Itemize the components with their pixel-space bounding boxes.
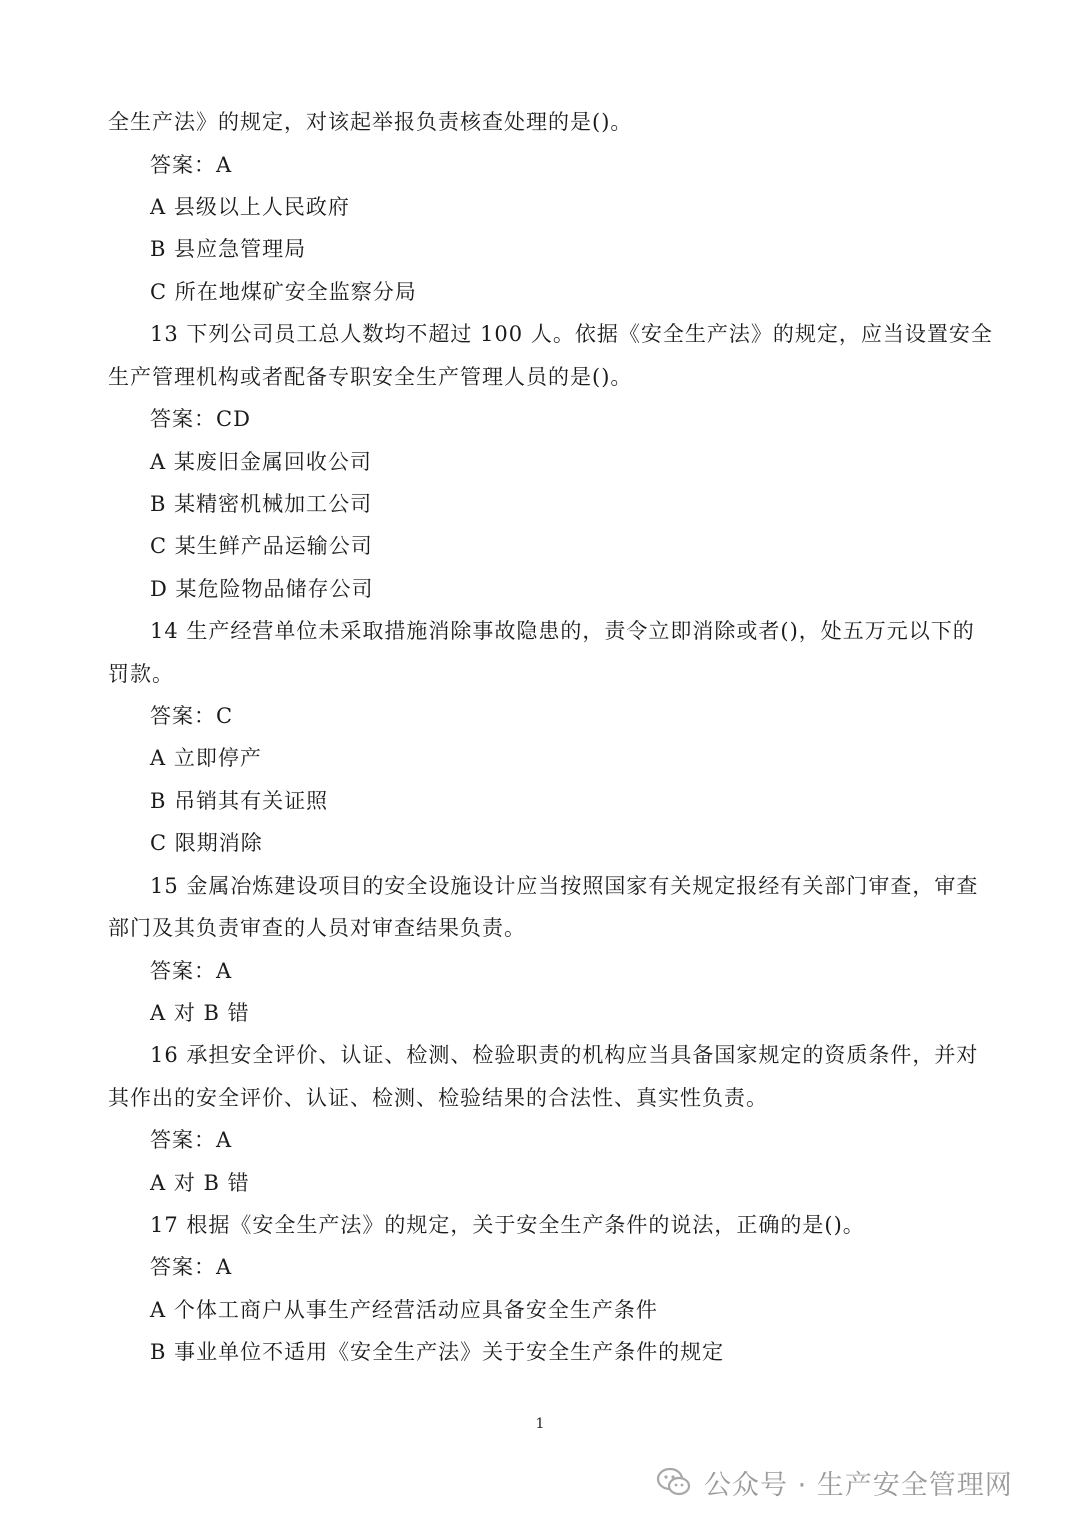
answer-14: 答案：C [150, 704, 234, 728]
question-14-line-1: 14 生产经营单位未采取措施消除事故隐患的，责令立即消除或者()，处五万元以下的 [150, 619, 975, 643]
option-17-b: B 事业单位不适用《安全生产法》关于安全生产条件的规定 [150, 1340, 725, 1364]
options-16: A 对 B 错 [150, 1171, 250, 1195]
question-16-line-2: 其作出的安全评价、认证、检测、检验结果的合法性、真实性负责。 [108, 1086, 768, 1110]
question-14-line-2: 罚款。 [108, 662, 174, 686]
question-15-line-2: 部门及其负责审查的人员对审查结果负责。 [108, 916, 526, 940]
question-13-line-2: 生产管理机构或者配备专职安全生产管理人员的是()。 [108, 365, 633, 389]
options-15: A 对 B 错 [150, 1001, 250, 1025]
option-14-b: B 吊销其有关证照 [150, 789, 329, 813]
option-13-c: C 某生鲜产品运输公司 [150, 534, 373, 558]
question-17: 17 根据《安全生产法》的规定，关于安全生产条件的说法，正确的是()。 [150, 1213, 865, 1237]
option-12-b: B 县应急管理局 [150, 237, 307, 261]
answer-12: 答案：A [150, 153, 233, 177]
answer-16: 答案：A [150, 1128, 233, 1152]
answer-17: 答案：A [150, 1255, 233, 1279]
option-13-d: D 某危险物品储存公司 [150, 577, 374, 601]
option-13-a: A 某废旧金属回收公司 [150, 450, 372, 474]
question-15-line-1: 15 金属冶炼建设项目的安全设施设计应当按照国家有关规定报经有关部门审查，审查 [150, 874, 979, 898]
question-13-line-1: 13 下列公司员工总人数均不超过 100 人。依据《安全生产法》的规定，应当设置安全 [150, 322, 993, 346]
answer-15: 答案：A [150, 959, 233, 983]
option-17-a: A 个体工商户从事生产经营活动应具备安全生产条件 [150, 1298, 658, 1322]
option-12-a: A 县级以上人民政府 [150, 195, 350, 219]
wechat-icon [656, 1467, 692, 1497]
option-14-a: A 立即停产 [150, 746, 262, 770]
wechat-watermark [656, 1462, 1013, 1502]
page-number: 1 [535, 1416, 545, 1432]
option-12-c: C 所在地煤矿安全监察分局 [150, 280, 417, 304]
answer-13: 答案：CD [150, 407, 251, 431]
watermark-text: 公众号 · 生产安全管理网 [704, 1469, 1013, 1501]
question-12-continuation: 全生产法》的规定，对该起举报负责核查处理的是()。 [108, 110, 633, 134]
option-14-c: C 限期消除 [150, 831, 263, 855]
question-16-line-1: 16 承担安全评价、认证、检测、检验职责的机构应当具备国家规定的资质条件，并对 [150, 1043, 979, 1067]
option-13-b: B 某精密机械加工公司 [150, 492, 373, 516]
